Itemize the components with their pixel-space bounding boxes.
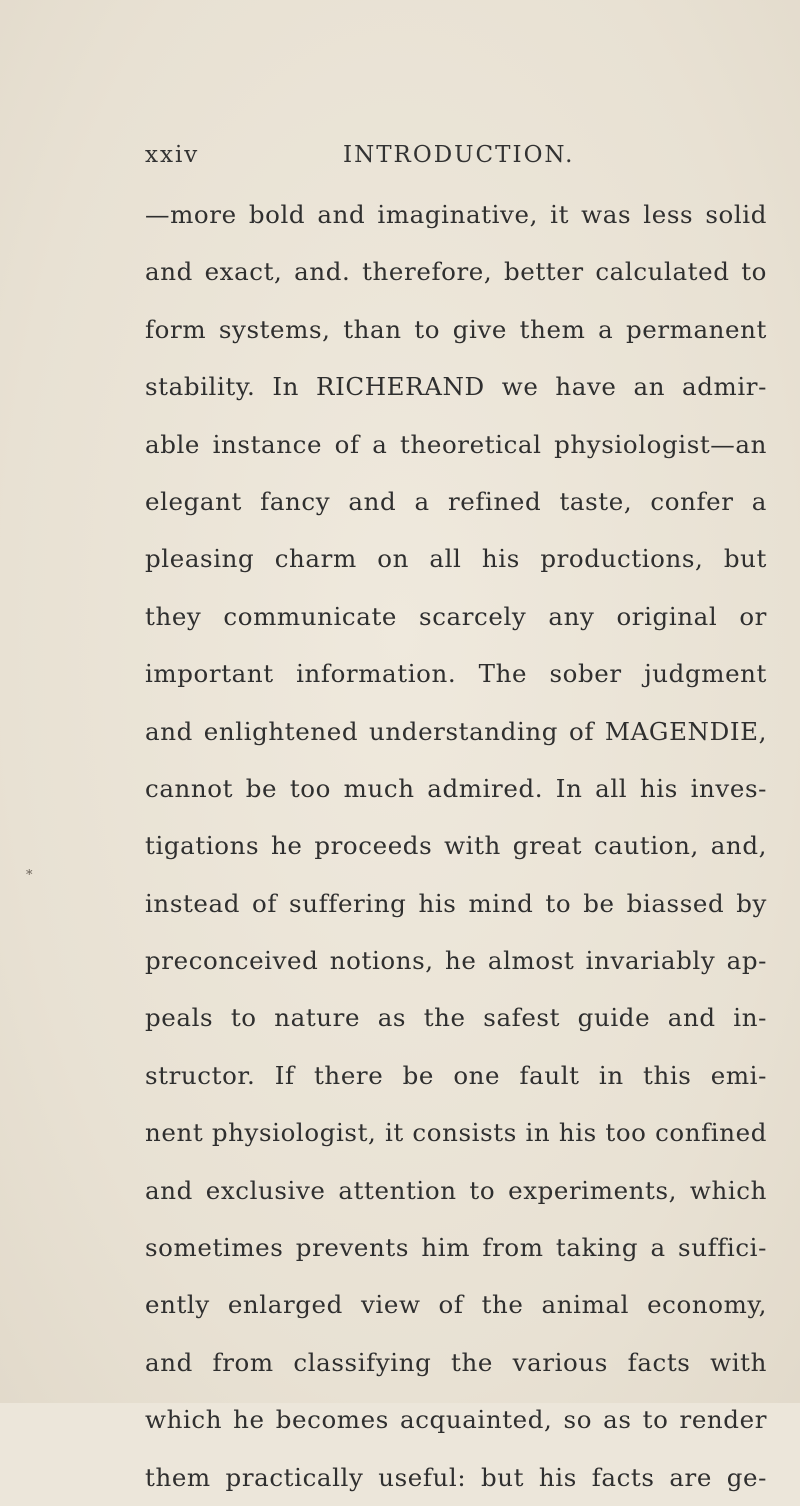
page-number: xxiv (145, 142, 200, 168)
text-line: pleasing charm on all his productions, but (145, 544, 767, 574)
page-header (145, 142, 765, 182)
text-line: them practically useful: but his facts are ge- (145, 1462, 767, 1492)
text-line: sometimes prevents him from taking a suffici- (145, 1233, 767, 1263)
text-line: which he becomes acquainted, so as to render (145, 1405, 767, 1435)
text-line: peals to nature as the safest guide and in- (145, 1003, 767, 1033)
text-line: stability. In RICHERAND we have an admir- (145, 372, 767, 402)
text-line: and exact, and. therefore, better calculated to (145, 257, 767, 287)
running-head: INTRODUCTION. (343, 142, 575, 168)
margin-mark: * (26, 868, 33, 883)
text-line: elegant fancy and a refined taste, confer a (145, 486, 767, 516)
text-line: structor. If there be one fault in this emi- (145, 1060, 767, 1090)
text-line: ently enlarged view of the animal economy, (145, 1290, 767, 1320)
text-line: tigations he proceeds with great caution, and, (145, 831, 767, 861)
text-line: preconceived notions, he almost invariably ap- (145, 946, 767, 976)
text-line: and enlightened understanding of MAGENDIE, (145, 716, 767, 746)
text-line: form systems, than to give them a permanent (145, 314, 767, 344)
text-line: important information. The sober judgment (145, 659, 767, 689)
text-line: able instance of a theoretical physiologist—an (145, 429, 767, 459)
body-text (145, 186, 767, 1506)
text-line: and exclusive attention to experiments, which (145, 1175, 767, 1205)
text-line: cannot be too much admired. In all his inves- (145, 773, 767, 803)
text-line: instead of suffering his mind to be biassed by (145, 888, 767, 918)
text-line: they communicate scarcely any original or (145, 601, 767, 631)
text-line: —more bold and imaginative, it was less solid (145, 200, 767, 229)
text-line: nent physiologist, it consists in his too confined (145, 1118, 767, 1148)
text-line: and from classifying the various facts with (145, 1347, 767, 1377)
